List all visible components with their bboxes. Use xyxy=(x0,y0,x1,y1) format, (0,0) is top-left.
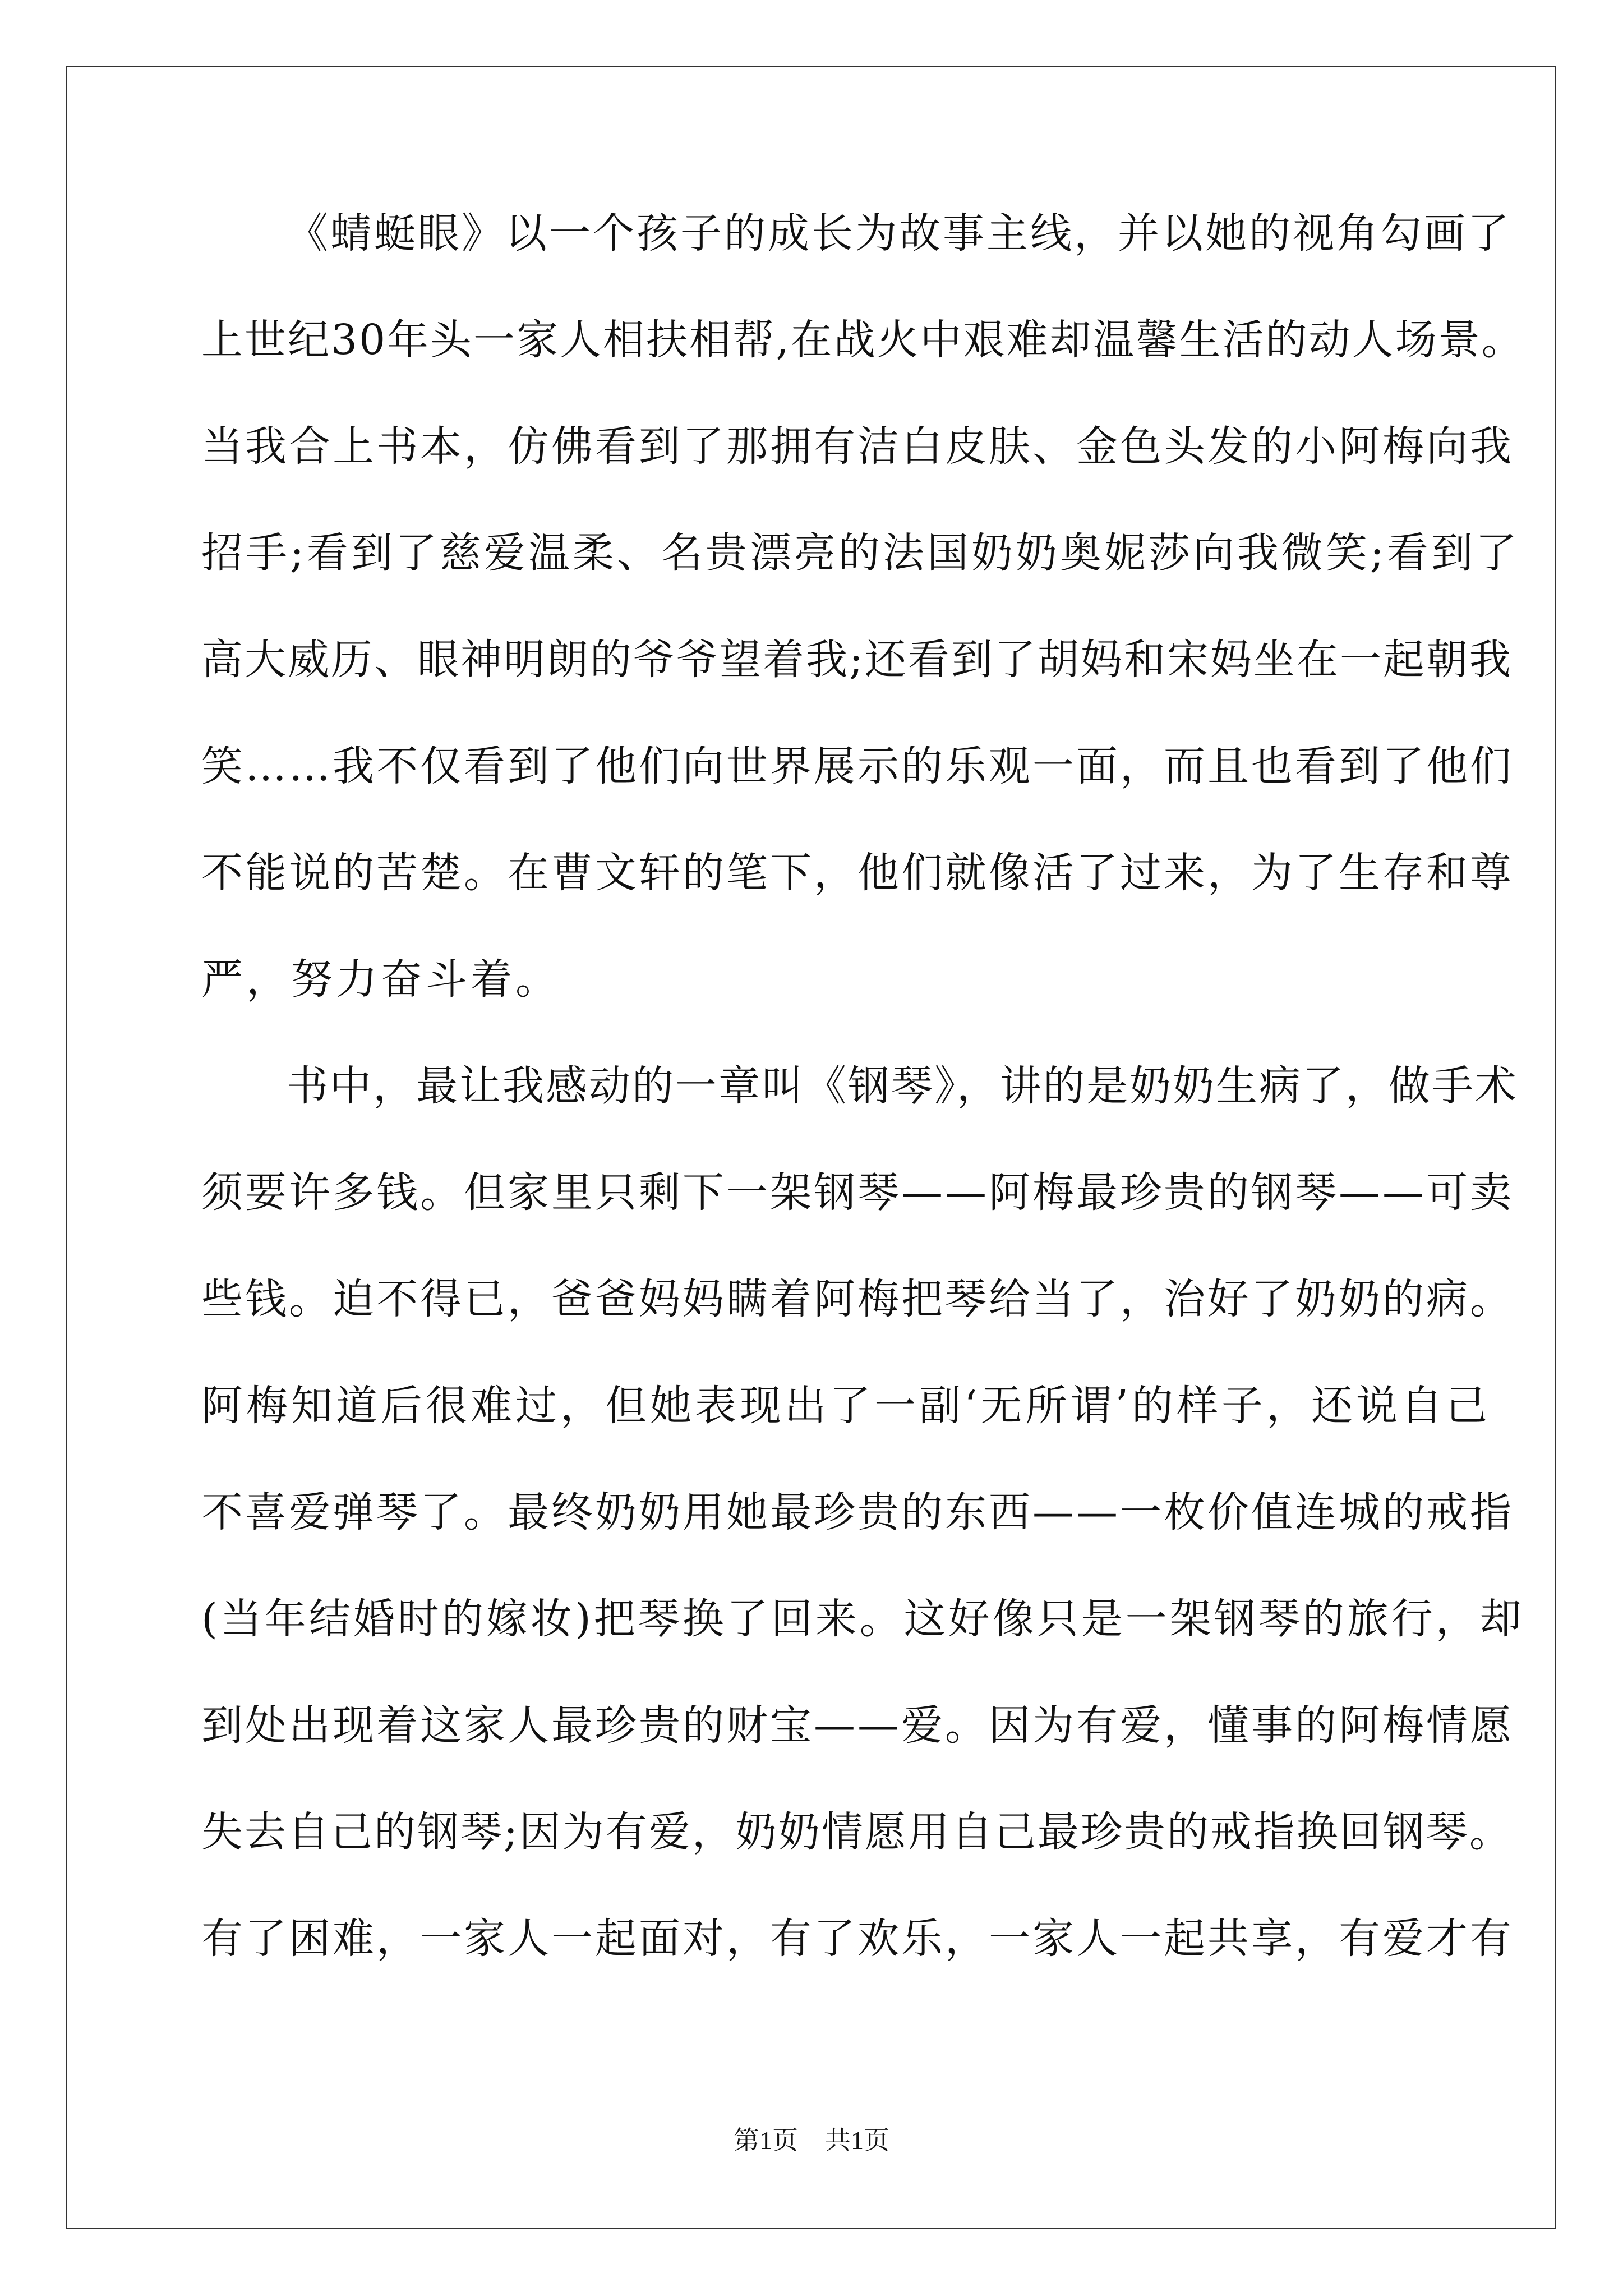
text-line: 失去自己的钢琴;因为有爱，奶奶情愿用自己最珍贵的戒指换回钢琴。 xyxy=(201,1808,1513,1856)
text-line: 《蜻蜓眼》以一个孩子的成长为故事主线，并以她的视角勾画了 xyxy=(287,209,1511,257)
text-line: (当年结婚时的嫁妆)把琴换了回来。这好像只是一架钢琴的旅行，却 xyxy=(201,1595,1524,1643)
page-footer xyxy=(0,2125,1623,2156)
text-line: 高大威历、眼神明朗的爷爷望着我;还看到了胡妈和宋妈坐在一起朝我 xyxy=(201,636,1513,684)
text-line: 不能说的苦楚。在曹文轩的笔下，他们就像活了过来，为了生存和尊 xyxy=(201,849,1514,897)
text-line: 些钱。迫不得已，爸爸妈妈瞒着阿梅把琴给当了，治好了奶奶的病。 xyxy=(201,1275,1514,1323)
text-line: 严，努力奋斗着。 xyxy=(201,955,560,1004)
text-line: 招手;看到了慈爱温柔、名贵漂亮的法国奶奶奥妮莎向我微笑;看到了 xyxy=(201,529,1520,577)
text-line: 不喜爱弹琴了。最终奶奶用她最珍贵的东西——一枚价值连城的戒指 xyxy=(201,1488,1514,1536)
page-border xyxy=(66,66,1556,2229)
text-line: 书中，最让我感动的一章叫《钢琴》，讲的是奶奶生病了，做手术 xyxy=(287,1062,1518,1110)
text-line: 笑……我不仅看到了他们向世界展示的乐观一面，而且也看到了他们 xyxy=(201,742,1514,790)
text-line: 到处出现着这家人最珍贵的财宝——爱。因为有爱，懂事的阿梅情愿 xyxy=(201,1701,1514,1750)
text-line: 有了困难，一家人一起面对，有了欢乐，一家人一起共享，有爱才有 xyxy=(201,1915,1514,1963)
text-line: 须要许多钱。但家里只剩下一架钢琴——阿梅最珍贵的钢琴——可卖 xyxy=(201,1168,1514,1217)
text-line: 当我合上书本，仿佛看到了那拥有洁白皮肤、金色头发的小阿梅向我 xyxy=(201,422,1514,471)
text-line: 阿梅知道后很难过，但她表现出了一副‘无所谓’的样子，还说自己 xyxy=(201,1382,1491,1430)
page-total: 共1页 xyxy=(825,2126,889,2155)
text-line: 上世纪30年头一家人相扶相帮,在战火中艰难却温馨生活的动人场景。 xyxy=(201,316,1525,364)
page-number: 第1页 xyxy=(734,2126,798,2155)
